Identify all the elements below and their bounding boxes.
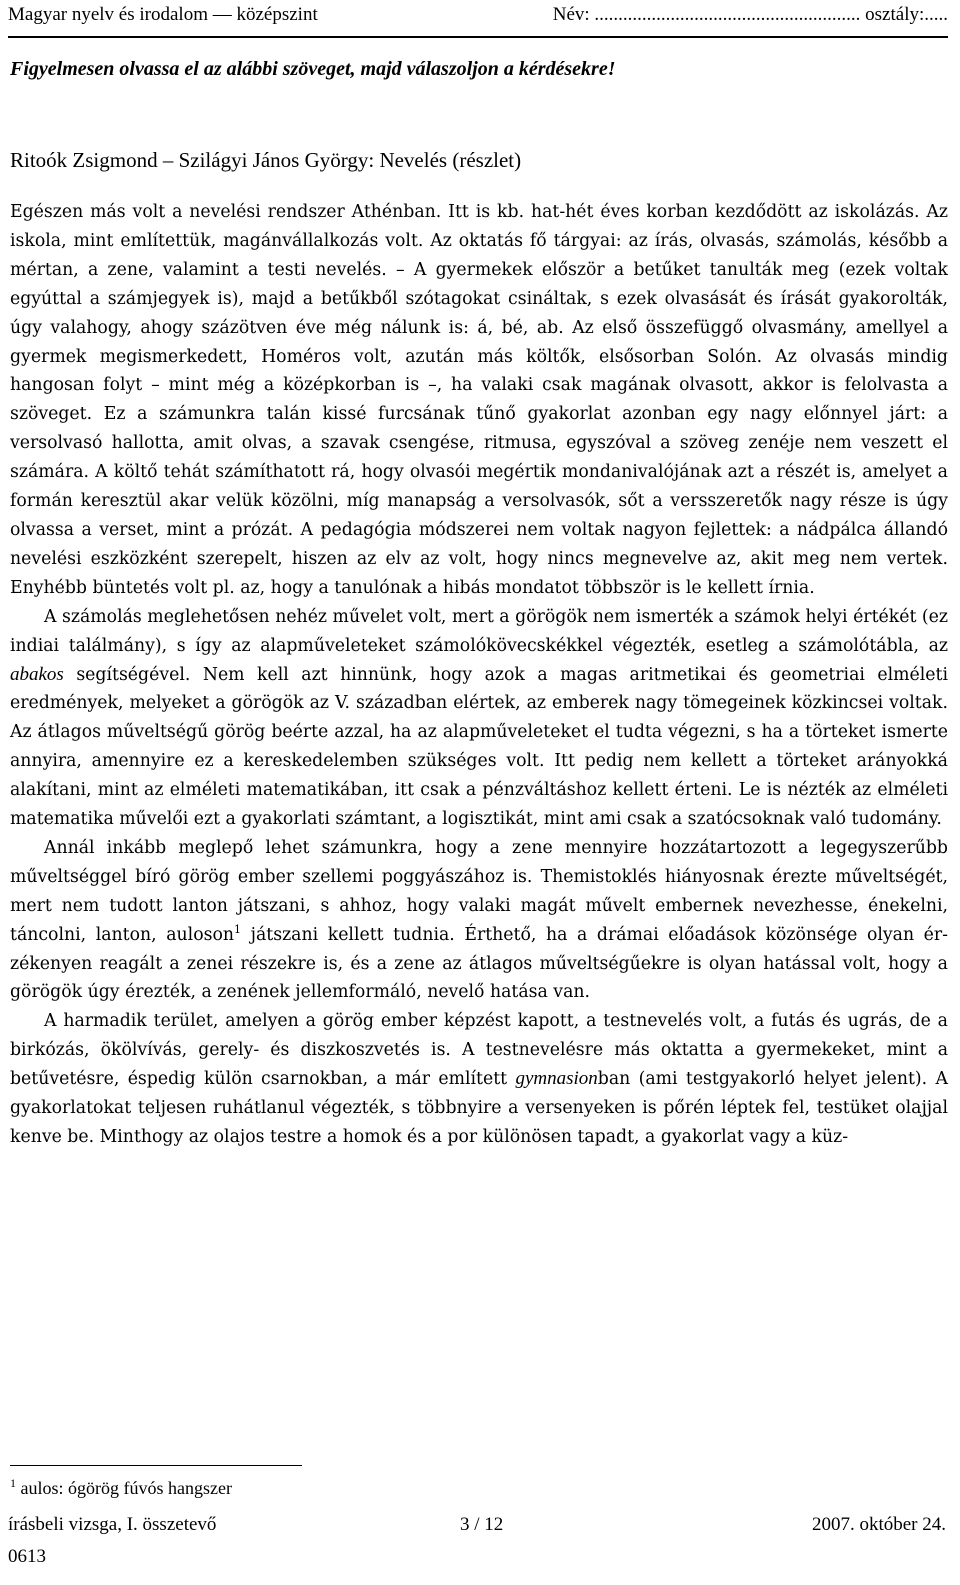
footer-date: 2007. október 24. [811,1514,946,1535]
header-name-class-field: Név: ........................................................ osztály:..... [552,4,948,25]
footnote-separator [10,1465,302,1466]
instruction: Figyelmesen olvassa el az alábbi szöveget, majd válaszoljon a kérdésekre! [10,58,616,80]
paragraph-3: Annál inkább meglepő lehet számunkra, hogy a zene mennyire hozzátartozott a legegyszerűbb műveltséggel bíró görög ember szellemi poggyászához is. Themistoklés hiányosnak érezte műveltségét, mert nem tudott lanton játszani, s ahhoz, hogy valaki magát művelt embernek nevezhesse, énekelni, táncolni, lanton, auloson$^1$ játszani kellett tudnia. Érthető, ha a drámai előadások közönsége olyan érzékenyen reagált a zenei részekre is, és a zene az átlagos műveltségűekre is olyan hatással volt, hogy a görögök úgy érezték, a zenének jellemformáló, nevelő hatása van. [10,837,948,1003]
footnote-number: 1 [10,1476,16,1490]
footnote [10,1476,232,1499]
paragraph-4: A harmadik terület, amelyen a görög ember képzést kapott, a testnevelés volt, a futás és ugrás, de a birkózás, ökölvívás, gerely- és diszkoszvetés is. A testnevelésre más oktatta a gyermekeket, mint a betűvetésre, éspedig külön csarnokban, a már említett gymnasionban (ami testgyakorló helyet jelent). A gyakorlatokat teljesen ruhátlanul végezték, s többnyire a versenyeken is pőrén léptek fel, testüket olajjal kenve be. Minthogy az olajos testre a homok és a por különösen tapadt, a gyakorlat vagy a küz- [10,1011,948,1147]
footer-exam-part: írásbeli vizsga, I. összetevő [8,1514,217,1535]
footnote-reference: 1 [234,922,242,936]
footer-page-number: 3 / 12 [460,1514,504,1535]
text-title: Ritoók Zsigmond – Szilágyi János György: Nevelés (részlet) [10,148,522,172]
term-gymnasion: gymnasion [515,1068,598,1090]
footer-exam-code: 0613 [8,1546,46,1567]
footnote-text: aulos: ógörög fúvós hangszer [16,1478,232,1498]
reading-text [10,198,948,1152]
term-abakos: abakos [10,663,64,685]
page-footer [8,1514,946,1538]
paragraph-1: Egészen más volt a nevelési rendszer Athénban. Itt is kb. hat-hét éves korban kezdődött az iskolázás. Az iskola, mint említettük, magánvállalkozás volt. Az oktatás fő tárgyai: az írás, olvasás, számolás, később a mértan, a zene, valamint a testi nevelés. – A gyermekek először a betűket tanulták meg (ezek voltak egyúttal a számjegyek is), majd a betűkből szótagokat csináltak, s ezek olvasását és írását gyakorolták, úgy valahogy, ahogy százötven éve még nálunk is: á, bé, ab. Az első összefüggő olvasmány, amellyel a gyermek megismerkedett, Homéros volt, azután más költők, elsősorban Solón. Az olvasás mindig hangosan folyt – mint még a középkorban is –, ha valaki csak magának olvasott, akkor is felolvasta a szöveget. Ez a számunkra talán kissé furcsának tűnő gyakorlat azonban egy nagy előnnyel járt: a versolvasó hallotta, amit olvas, a szavak csengése, ritmusa, egyszóval a szöveg zenéje nem veszett el számára. A költő tehát számíthatott rá, hogy olvasói megértik mondanivalójának azt a részét is, amelyet a formán keresztül akar velük közölni, míg manapság a versolvasók, sőt a versszeretők nagy része is úgy olvassa a verset, mint a prózát. A pedagógia módszerei nem voltak nagyon fejlettek: a nádpálca állandó nevelési eszközként szerepelt, hiszen az elv az volt, hogy nincs megnevelve az, akit meg nem vertek. Enyhébb büntetés volt pl. az, hogy a tanulónak a hibás mondatot többször is le kellett írnia. [10,202,948,598]
paragraph-2: A számolás meglehetősen nehéz művelet volt, mert a görögök nem ismerték a számok helyi értékét (ez indiai találmány), s így az alapműveleteket számolókövecskékkel végezték, esetleg a számolótábla, az abakos segítségével. Nem kell azt hinnünk, hogy azok a magas aritmetikai és geometriai elméleti eredmények, melyeket a görögök az V. században elértek, az emberek nagy tömegeinek közkincsei voltak. Az átlagos műveltségű görög beérte azzal, ha az alapműveleteket el tudta végezni, s ha a törteket ismerte annyira, amennyire ez a kereskedelemben szükséges volt. Itt pedig nem kellett a törteket arányokká alakítani, mint az elméleti matematikában, itt csak a pénzváltáshoz kellett érteni. Le is nézték az elméleti matematika művelői ezt a gyakorlati számtant, a logisztikát, mint ami csak a szatócsoknak való tudomány. [10,606,948,830]
page-header [8,0,948,38]
header-subject: Magyar nyelv és irodalom — középszint [8,4,318,25]
